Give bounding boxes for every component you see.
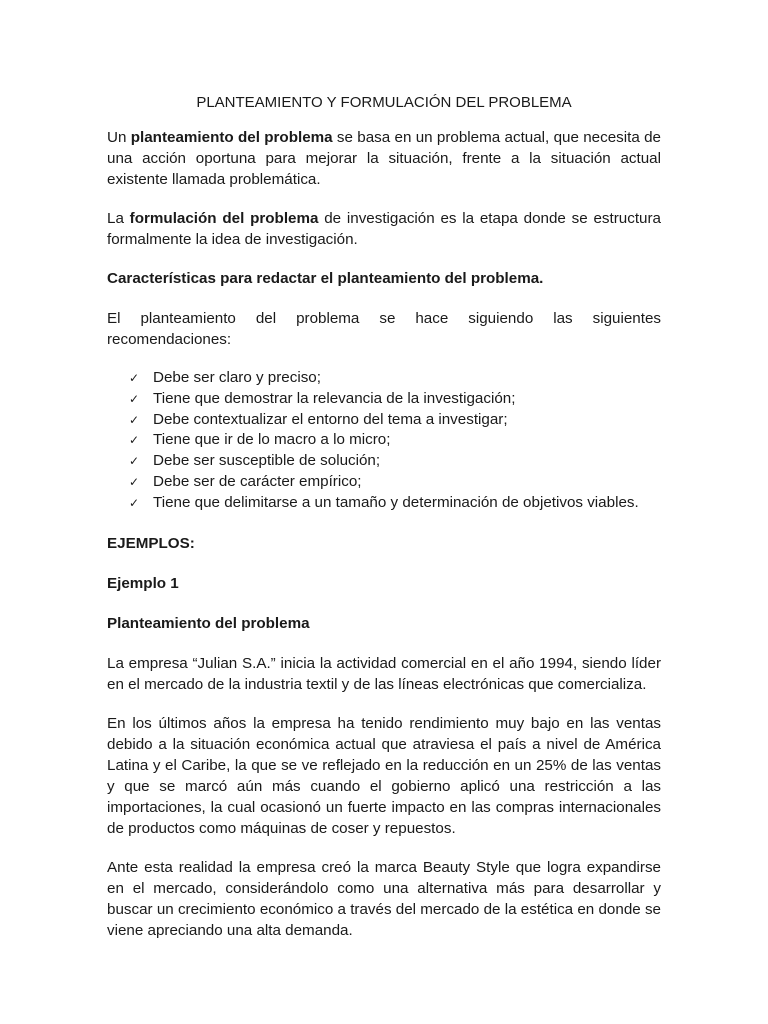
intro-paragraph-1 [107, 127, 661, 190]
list-item-text: Tiene que demostrar la relevancia de la investigación; [153, 389, 516, 407]
document-title: PLANTEAMIENTO Y FORMULACIÓN DEL PROBLEMA [196, 94, 572, 111]
list-item-text: Tiene que ir de lo macro a lo micro; [153, 431, 391, 449]
recommendations-list [107, 368, 661, 514]
intro-paragraph-2 [107, 208, 661, 250]
list-item [129, 451, 661, 472]
checkmark-icon: ✓ [129, 371, 140, 385]
list-item [129, 368, 661, 389]
problem-statement-heading: Planteamiento del problema [107, 614, 310, 632]
list-item [129, 410, 661, 431]
list-item-text: Debe contextualizar el entorno del tema a investigar; [153, 410, 508, 428]
examples-heading: EJEMPLOS: [107, 534, 195, 552]
list-item [129, 493, 661, 514]
list-item [129, 430, 661, 451]
list-item [129, 389, 661, 410]
list-item-text: Debe ser susceptible de solución; [153, 452, 381, 470]
example-paragraph-2: En los últimos años la empresa ha tenido rendimiento muy bajo en las ventas debido a la situación económica actual que atraviesa el país a nivel de América Latina y el Caribe, la que se ve reflejado en la reducción en un 25% de las ventas y que se marcó aún más cuando el gobierno aplicó una restricción a las importaciones, la cual ocasionó un fuerte impacto en las compras internacionales de productos como máquinas de coser y repuestos. [107, 714, 661, 837]
intro-p1-post: se basa en un problema actual, que necesita de una acción oportuna para mejorar la situación, frente a la situación actual existente llamada problemática. [107, 129, 661, 188]
checkmark-icon: ✓ [129, 474, 140, 489]
checkmark-icon: ✓ [129, 454, 140, 469]
example-paragraph-3: Ante esta realidad la empresa creó la marca Beauty Style que logra expandirse en el mercado, considerándolo como una alternativa más para desarrollar y buscar un crecimiento económico a través del mercado de la estética en donde se viene apreciando una alta demanda. [107, 858, 661, 939]
intro-p1-bold: planteamiento del problema [130, 129, 333, 146]
list-item-text: Debe ser de carácter empírico; [153, 472, 362, 490]
checkmark-icon: ✓ [129, 391, 140, 406]
intro-p2-pre: La [107, 210, 130, 227]
list-item [129, 472, 661, 493]
checkmark-icon: ✓ [129, 412, 140, 427]
example-1-heading: Ejemplo 1 [107, 574, 179, 592]
intro-p1-pre: Un [107, 129, 131, 146]
list-item-text: Debe ser claro y preciso; [153, 369, 321, 386]
intro-p2-bold: formulación del problema [129, 210, 319, 227]
checkmark-icon: ✓ [129, 495, 140, 510]
characteristics-lead: El planteamiento del problema se hace siguiendo las siguientes recomendaciones: [107, 310, 661, 348]
document-page [107, 92, 661, 959]
characteristics-heading: Características para redactar el planteamiento del problema. [107, 270, 544, 287]
checkmark-icon: ✓ [129, 433, 140, 448]
list-item-text: Tiene que delimitarse a un tamaño y determinación de objetivos viables. [153, 493, 639, 511]
example-paragraph-1: La empresa “Julian S.A.” inicia la actividad comercial en el año 1994, siendo líder en el mercado de la industria textil y de las líneas electrónicas que comercializa. [107, 654, 661, 693]
intro-p2-post: de investigación es la etapa donde se estructura formalmente la idea de investigación. [107, 210, 661, 248]
